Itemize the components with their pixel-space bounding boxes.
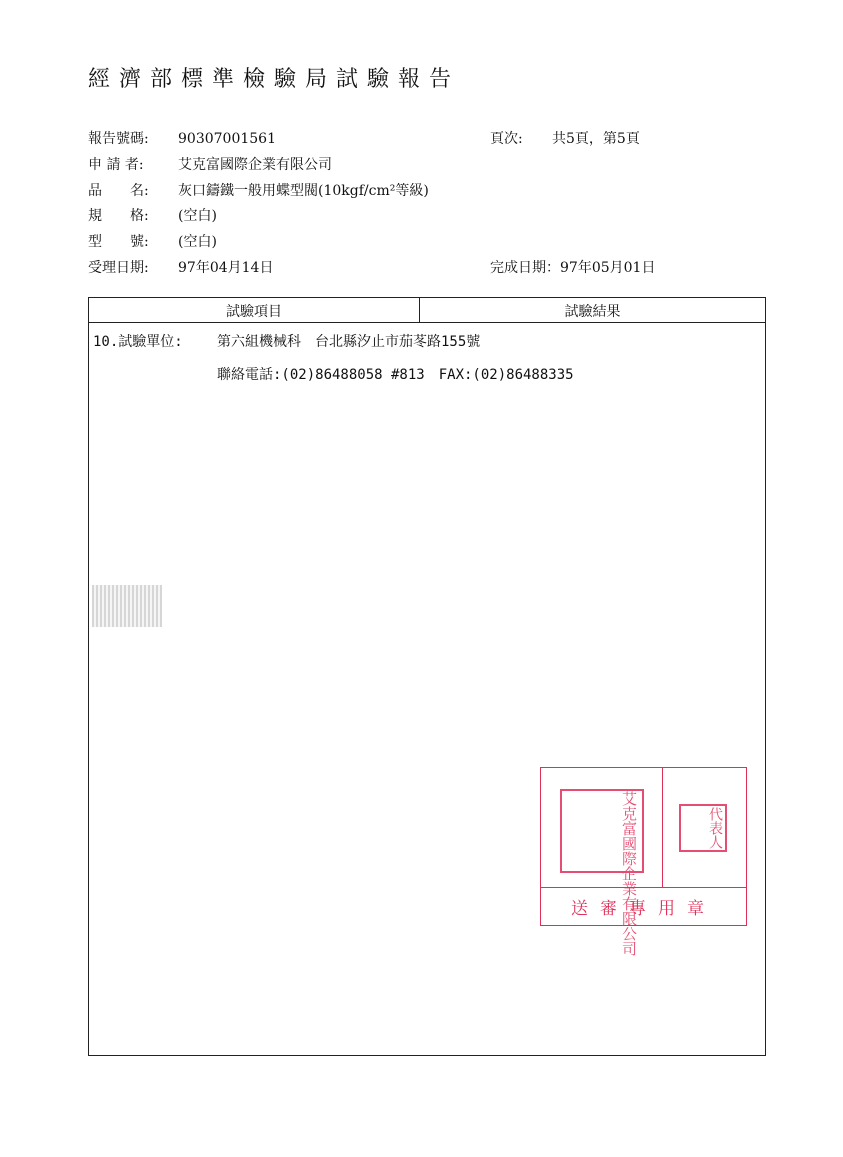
received-date: 受理日期: 97年04月14日 <box>88 260 274 276</box>
stamp-caption: 送審專用章 <box>571 899 716 919</box>
table-header <box>89 298 765 323</box>
company-seal: 艾克富國際企業有限公司 <box>560 789 644 873</box>
header-test-item: 試驗項目 <box>226 304 282 320</box>
model: 型 號: (空白) <box>88 234 217 250</box>
results-table <box>88 297 766 1056</box>
test-unit-contact: 聯絡電話:(02)86488058 #813 FAX:(02)86488335 <box>217 367 574 383</box>
representative-seal: 代表人 <box>679 804 727 852</box>
review-stamp <box>540 767 747 956</box>
report-title: 經濟部標準檢驗局試驗報告 <box>88 67 461 92</box>
header-test-result: 試驗結果 <box>419 298 765 322</box>
specification: 規 格: (空白) <box>88 208 217 224</box>
faded-mark <box>92 585 162 627</box>
page-count: 頁次: 共5頁，第5頁 <box>490 131 640 147</box>
completed-date: 完成日期：97年05月01日 <box>490 260 656 276</box>
product-name: 品 名: 灰口鑄鐵一般用蝶型閥(10kgf/cm²等級) <box>88 183 429 199</box>
test-unit-address: 第六組機械科 台北縣汐止市茄苳路155號 <box>217 334 481 350</box>
report-number: 報告號碼: 90307001561 <box>88 131 276 147</box>
test-unit-label: 10.試驗單位: <box>93 334 183 350</box>
stamp-divider <box>662 768 663 887</box>
applicant: 申 請 者: 艾克富國際企業有限公司 <box>88 157 332 173</box>
